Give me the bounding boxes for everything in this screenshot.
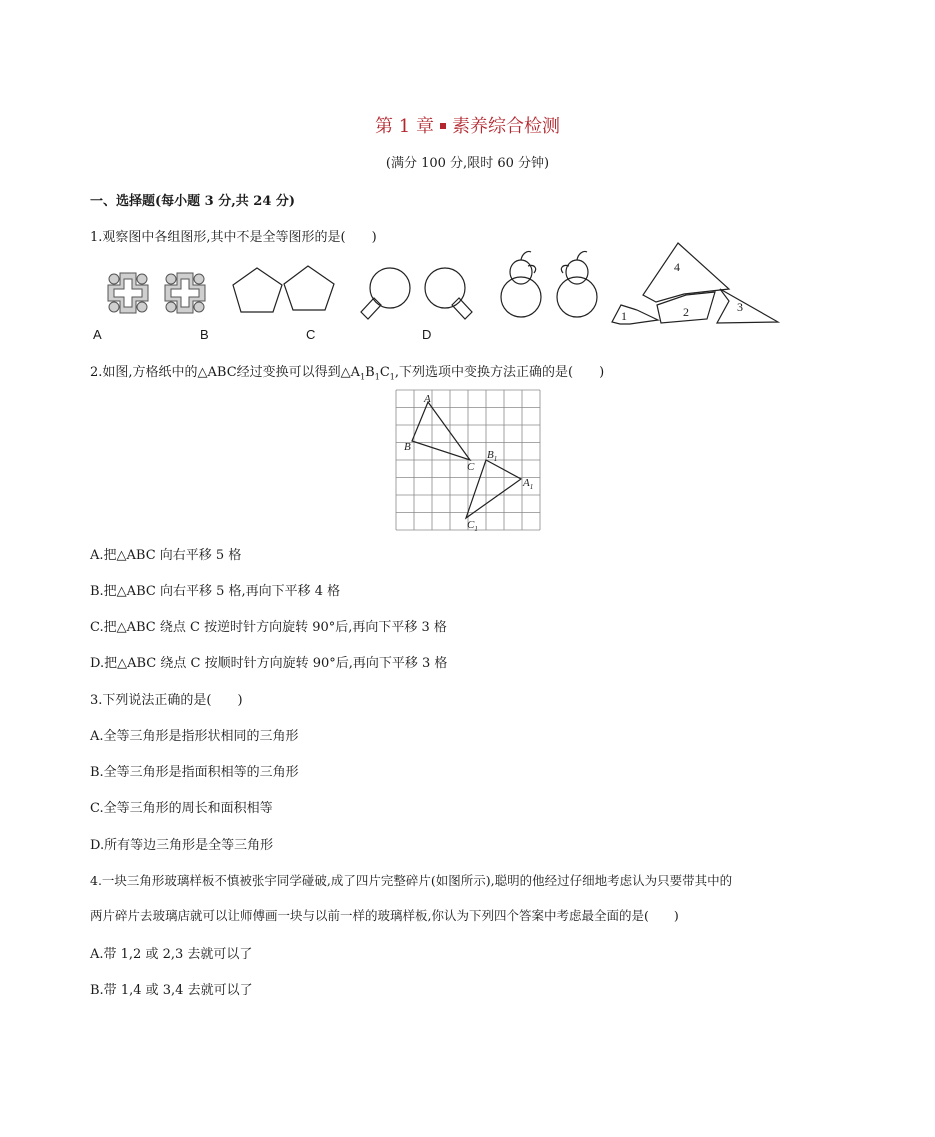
option-a-label: A <box>93 327 102 342</box>
vertex-label-b: B <box>404 441 411 453</box>
q2-sub-a1: 1 <box>360 372 366 382</box>
q2-option-b: B.把△ABC 向右平移 5 格,再向下平移 4 格 <box>90 584 341 599</box>
q2-option-a: A.把△ABC 向右平移 5 格 <box>90 548 242 563</box>
q2-sub-c1: 1 <box>389 372 395 382</box>
question-4-stem-line2: 两片碎片去玻璃店就可以让师傅画一块与以前一样的玻璃样板,你认为下列四个答案中考虑最全面的是( ) <box>90 908 679 923</box>
q3-option-c: C.全等三角形的周长和面积相等 <box>90 801 273 816</box>
q3-option-b: B.全等三角形是指面积相等的三角形 <box>90 765 299 780</box>
option-b-label: B <box>200 327 209 342</box>
title-name: 素养综合检测 <box>451 116 560 137</box>
vertex-label-b1: $B_1$ <box>487 449 498 463</box>
question-2-grid-figure <box>394 388 544 534</box>
q2-stem-part-d: ,下列选项中变换方法正确的是( ) <box>394 365 605 380</box>
section-heading: 一、选择题(每小题 3 分,共 24 分) <box>90 194 296 209</box>
vertex-label-c1: $C_1$ <box>467 519 478 533</box>
question-3-stem: 3.下列说法正确的是( ) <box>90 693 243 708</box>
q2-stem-part-b: B <box>365 365 375 380</box>
option-c-figure <box>361 268 472 319</box>
q2-option-d: D.把△ABC 绕点 C 按顺时针方向旋转 90°后,再向下平移 3 格 <box>90 656 448 671</box>
vertex-label-c: C <box>467 461 475 473</box>
question-1-stem: 1.观察图中各组图形,其中不是全等图形的是( ) <box>90 230 377 245</box>
page-subtitle: (满分 100 分,限时 60 分钟) <box>385 156 550 171</box>
title-chapter: 第 1 章 <box>375 116 434 137</box>
option-b-figure <box>233 266 334 312</box>
question-4-stem-line1: 4.一块三角形玻璃样板不慎被张宇同学碰破,成了四片完整碎片(如图所示),聪明的他经过仔细地考虑认为只要带其中的 <box>90 873 733 888</box>
option-d-label: D <box>422 327 432 342</box>
vertex-label-a: A <box>424 393 431 405</box>
question-2-stem <box>90 361 604 382</box>
piece-label-4: 4 <box>674 260 680 274</box>
broken-triangle-figure <box>612 243 778 324</box>
option-d-figure <box>501 251 597 317</box>
q2-sub-b1: 1 <box>374 372 380 382</box>
q4-option-a: A.带 1,2 或 2,3 去就可以了 <box>90 947 253 962</box>
q2-stem-part-c: C <box>379 365 390 380</box>
vertex-label-a1: $A_1$ <box>523 477 534 491</box>
q3-option-a: A.全等三角形是指形状相同的三角形 <box>90 729 299 744</box>
q4-option-b: B.带 1,4 或 3,4 去就可以了 <box>90 983 253 998</box>
square-grid <box>396 390 540 530</box>
q2-option-c: C.把△ABC 绕点 C 按逆时针方向旋转 90°后,再向下平移 3 格 <box>90 620 447 635</box>
question-1-figures <box>90 240 790 348</box>
q3-option-d: D.所有等边三角形是全等三角形 <box>90 838 274 853</box>
option-c-label: C <box>306 327 316 342</box>
triangle-abc <box>412 402 470 460</box>
option-a-figure <box>108 273 205 313</box>
piece-label-3: 3 <box>737 300 743 314</box>
q2-stem-part-a: 2.如图,方格纸中的△ABC经过变换可以得到△A <box>90 365 361 380</box>
page-title <box>0 112 935 138</box>
piece-label-2: 2 <box>683 305 689 319</box>
piece-label-1: 1 <box>621 309 627 323</box>
title-separator-dot <box>440 123 446 129</box>
